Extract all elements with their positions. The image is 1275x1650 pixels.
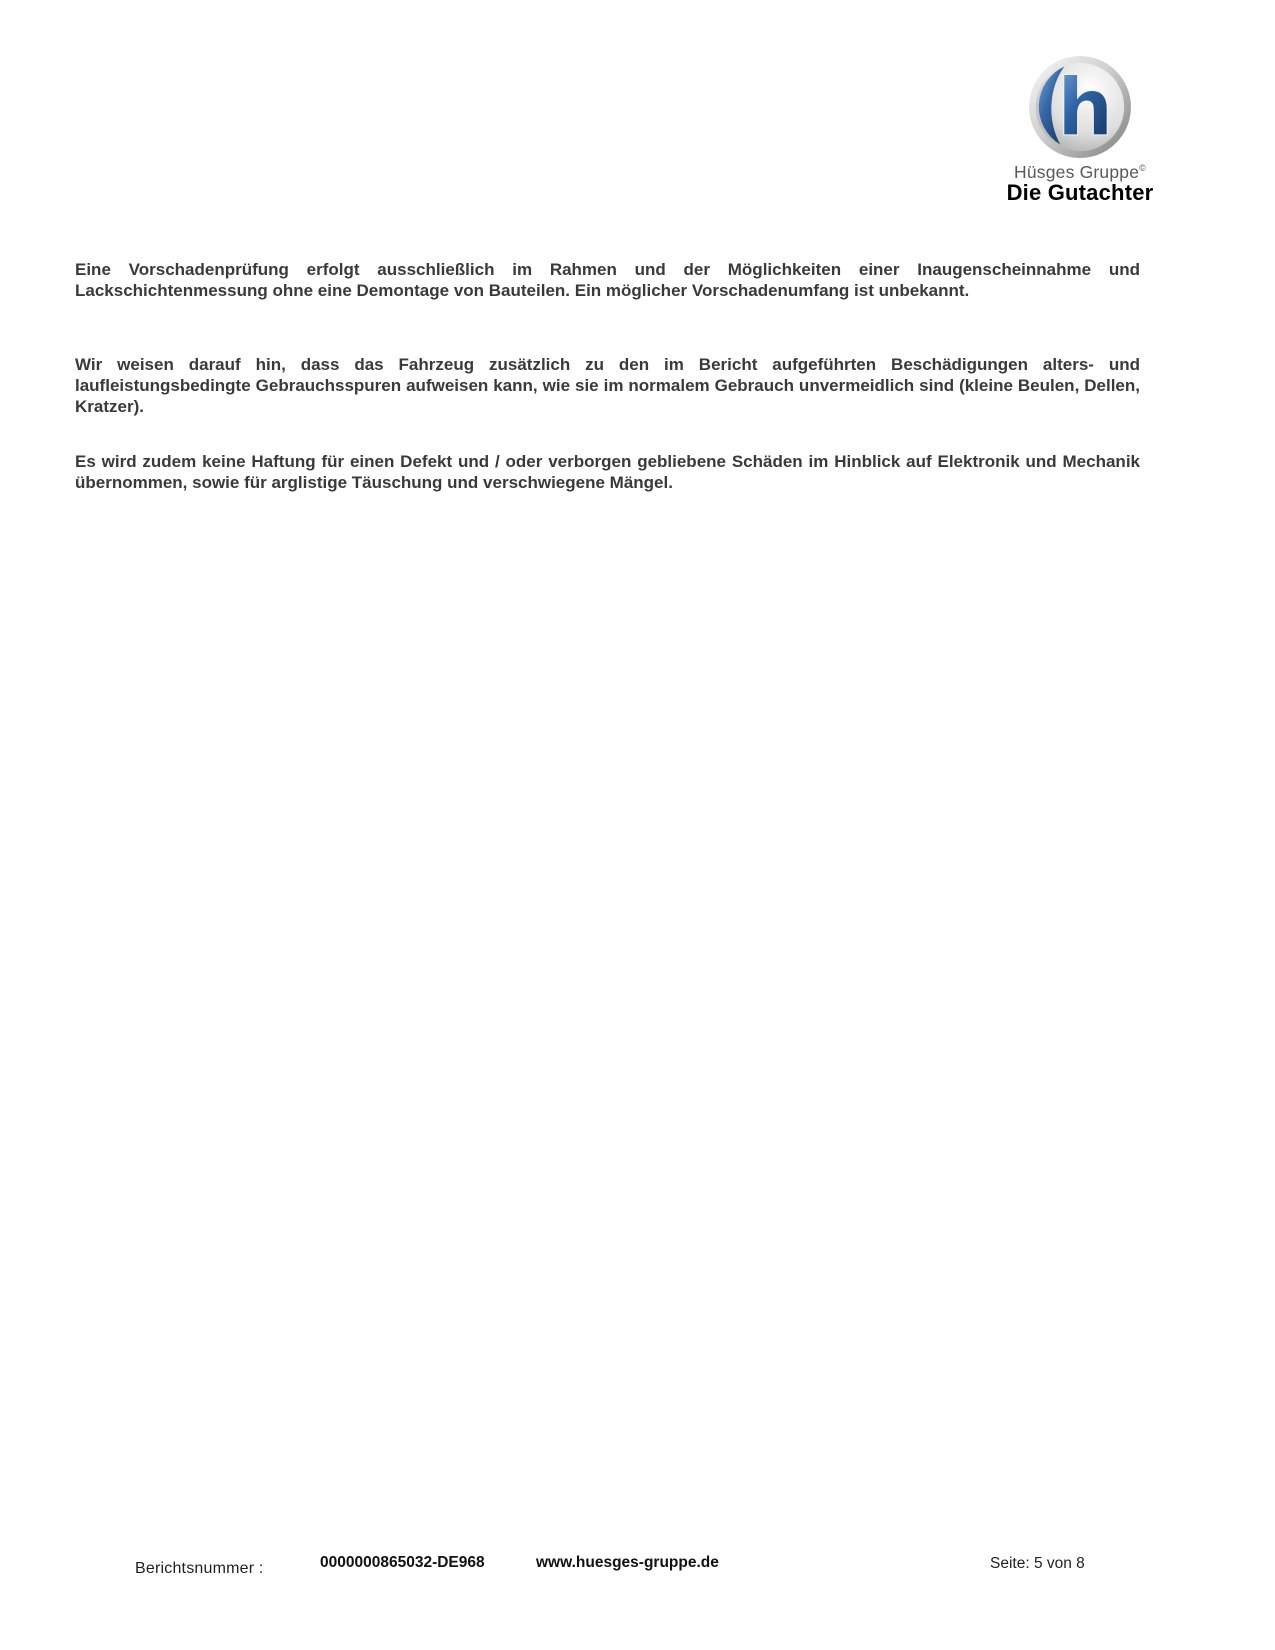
h-sphere-logo-icon	[1028, 55, 1132, 159]
page-footer	[0, 1552, 1275, 1578]
h-glyph: h	[1057, 62, 1114, 155]
paragraph-vorschadenpruefung: Eine Vorschadenprüfung erfolgt ausschließlich im Rahmen und der Möglichkeiten einer Inaugenscheinnahme und Lackschichtenmessung ohne eine Demontage von Bauteilen. Ein möglicher Vorschadenumfang ist unbekannt.	[75, 260, 1140, 300]
report-number-label: Berichtsnummer :	[135, 1560, 264, 1577]
logo-tagline: Die Gutachter	[1006, 180, 1154, 206]
page-indicator: Seite: 5 von 8	[990, 1555, 1085, 1572]
document-body	[75, 259, 1140, 493]
company-logo	[995, 55, 1165, 204]
paragraph-haftung: Es wird zudem keine Haftung für einen Defekt und / oder verborgen gebliebene Schäden im Hinblick auf Elektronik und Mechanik übernommen, sowie für arglistige Täuschung und verschwiegene Mängel.	[75, 452, 1140, 492]
paragraph-gebrauchsspuren: Wir weisen darauf hin, dass das Fahrzeug zusätzlich zu den im Bericht aufgeführten Beschädigungen alters- und laufleistungsbedingte Gebrauchsspuren aufweisen kann, wie sie im normalem Gebrauch unvermeidlich sind (kleine Beulen, Dellen, Kratzer).	[75, 355, 1140, 416]
report-number-value: 0000000865032-DE968	[320, 1554, 485, 1571]
website-text: www.huesges-gruppe.de	[536, 1554, 719, 1571]
logo-group-name: Hüsges Gruppe©	[1013, 162, 1146, 182]
copyright-mark: ©	[1139, 163, 1146, 174]
